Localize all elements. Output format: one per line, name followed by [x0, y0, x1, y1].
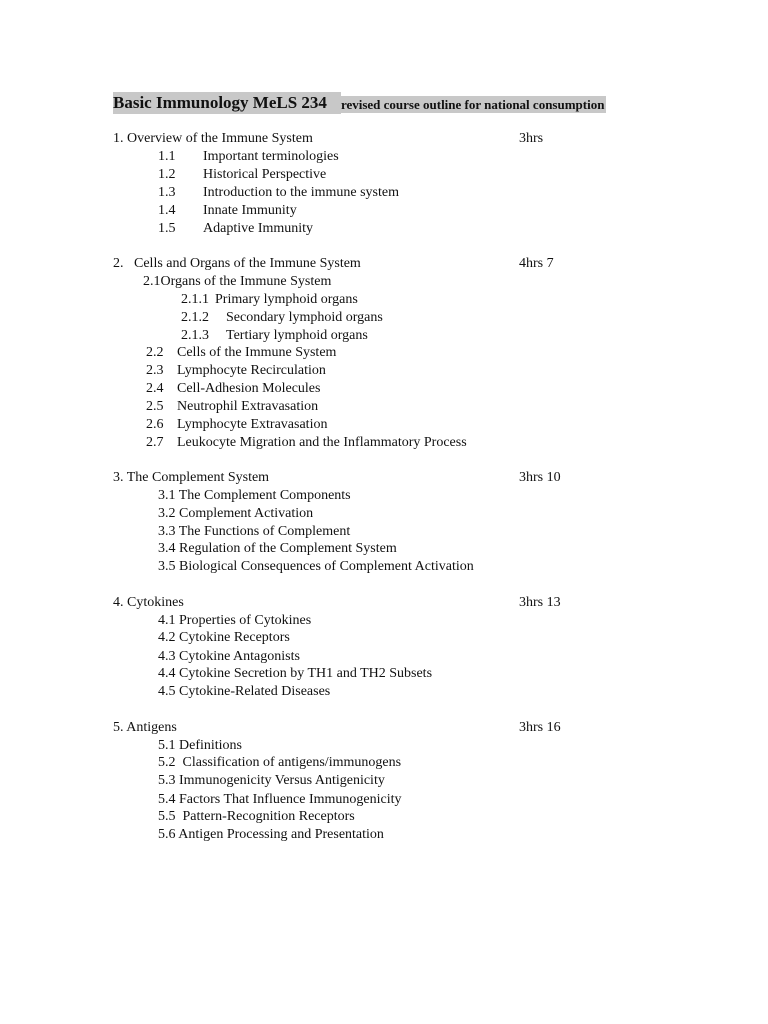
outline-item: 4.2 Cytokine Receptors	[158, 630, 290, 645]
document-subtitle: revised course outline for national consumption	[340, 97, 605, 112]
outline-item: 2.3 Lymphocyte Recirculation	[146, 363, 326, 378]
outline-item: 2.6 Lymphocyte Extravasation	[146, 417, 328, 432]
section-5-heading: 5. Antigens	[113, 720, 177, 735]
outline-item: 4.1 Properties of Cytokines	[158, 613, 312, 628]
section-5-hours: 3hrs 16	[519, 720, 561, 735]
section-3-heading: 3. The Complement System	[113, 470, 270, 485]
section-4-heading: 4. Cytokines	[113, 595, 184, 610]
outline-item: 2.4 Cell-Adhesion Molecules	[146, 381, 321, 396]
outline-item: 5.6 Antigen Processing and Presentation	[158, 827, 384, 842]
outline-item: 1.2 Historical Perspective	[158, 167, 327, 182]
outline-item: 5.1 Definitions	[158, 738, 242, 753]
outline-subitem: 2.1.3 Tertiary lymphoid organs	[181, 328, 368, 343]
outline-item: 1.3 Introduction to the immune system	[158, 185, 399, 200]
outline-item: 4.5 Cytokine-Related Diseases	[158, 684, 331, 699]
outline-item: 4.3 Cytokine Antagonists	[158, 649, 300, 664]
section-4-hours: 3hrs 13	[519, 595, 561, 610]
outline-item: 2.2 Cells of the Immune System	[146, 345, 337, 360]
section-2-heading: 2. Cells and Organs of the Immune System	[113, 256, 361, 271]
outline-item: 5.2 Classification of antigens/immunogens	[158, 755, 402, 770]
outline-item: 3.2 Complement Activation	[158, 506, 314, 521]
outline-item: 2.7 Leukocyte Migration and the Inflammatory Process	[146, 435, 467, 450]
outline-item: 3.1 The Complement Components	[158, 488, 351, 503]
outline-item: 1.4 Innate Immunity	[158, 203, 297, 218]
document-title-line	[113, 92, 606, 114]
outline-item: 4.4 Cytokine Secretion by TH1 and TH2 Subsets	[158, 666, 433, 681]
outline-item: 1.5 Adaptive Immunity	[158, 221, 314, 236]
section-3-hours: 3hrs 10	[519, 470, 561, 485]
section-1-hours: 3hrs	[519, 131, 544, 146]
document-title: Basic Immunology MeLS 234	[113, 92, 341, 114]
outline-item: 3.4 Regulation of the Complement System	[158, 541, 397, 556]
outline-subitem: 2.1.2 Secondary lymphoid organs	[181, 310, 383, 325]
outline-item: 3.3 The Functions of Complement	[158, 524, 351, 539]
outline-item: 2.5 Neutrophil Extravasation	[146, 399, 319, 414]
section-1-heading: 1. Overview of the Immune System	[113, 131, 313, 146]
outline-item: 3.5 Biological Consequences of Complement Activation	[158, 559, 474, 574]
outline-item: 5.5 Pattern-Recognition Receptors	[158, 809, 355, 824]
outline-item: 5.3 Immunogenicity Versus Antigenicity	[158, 773, 385, 788]
outline-subitem: 2.1.1 Primary lymphoid organs	[181, 292, 358, 307]
outline-item: 1.1 Important terminologies	[158, 149, 339, 164]
section-2-subheading: 2.1Organs of the Immune System	[143, 274, 332, 289]
outline-item: 5.4 Factors That Influence Immunogenicity	[158, 792, 402, 807]
section-2-hours: 4hrs 7	[519, 256, 554, 271]
